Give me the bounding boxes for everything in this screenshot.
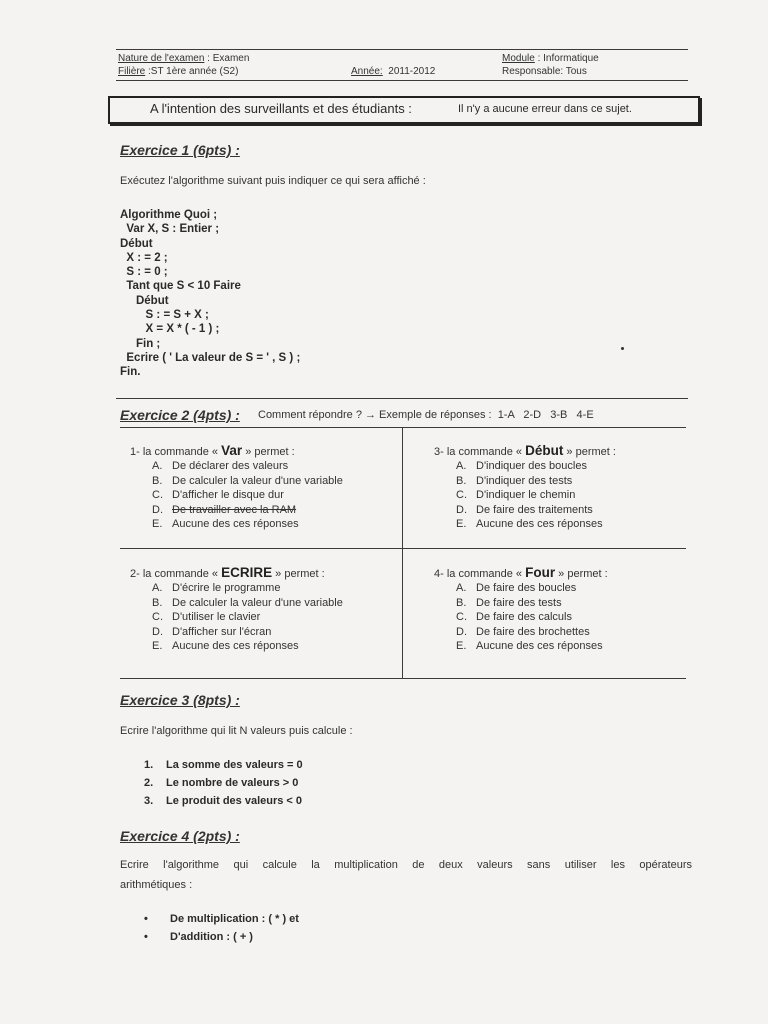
grid-bottom-rule	[120, 678, 686, 679]
header-bottom-rule	[116, 80, 688, 81]
module-value: : Informatique	[534, 53, 599, 64]
ex3-list	[144, 756, 303, 810]
option-text: De faire des calculs	[476, 611, 572, 624]
option	[152, 581, 343, 595]
code-line: Algorithme Quoi ;	[120, 209, 218, 221]
list-item	[144, 792, 303, 810]
list-text: De multiplication : ( * ) et	[170, 913, 299, 925]
code-line: Début	[120, 294, 169, 307]
option-letter: B.	[456, 596, 467, 609]
code-line: Ecrire ( ' La valeur de S = ' , S ) ;	[120, 351, 301, 364]
q4-command: Four	[525, 565, 556, 580]
option	[456, 488, 616, 502]
option	[456, 474, 616, 488]
code-line: Tant que S < 10 Faire	[120, 280, 241, 293]
option-text: D'indiquer des boucles	[476, 460, 587, 473]
list-item	[144, 774, 303, 792]
option-text: D'afficher sur l'écran	[172, 625, 272, 638]
option-letter: B.	[456, 474, 467, 487]
code-line: S : = 0 ;	[120, 266, 168, 279]
question-2	[130, 566, 343, 653]
option-text: De déclarer des valeurs	[172, 460, 289, 473]
option-letter: C.	[456, 611, 467, 624]
option-letter: D.	[152, 625, 163, 638]
option	[152, 639, 343, 653]
q2-post: » permet :	[272, 568, 325, 580]
q4-stem	[434, 566, 608, 581]
option-text: D'afficher le disque dur	[172, 489, 284, 502]
module-label: Module	[502, 53, 535, 64]
ex3-title: Exercice 3 (8pts) :	[120, 692, 240, 708]
option-letter: C.	[152, 611, 163, 624]
ex1-code-block	[120, 208, 300, 380]
option-letter: E.	[456, 518, 467, 531]
option	[456, 610, 608, 624]
q3-post: » permet :	[563, 446, 616, 458]
question-1	[130, 444, 343, 531]
q3-stem	[434, 444, 616, 459]
grid-top-rule	[120, 427, 686, 428]
list-item	[144, 756, 303, 774]
option	[456, 639, 608, 653]
option	[152, 488, 343, 502]
bullet-icon: •	[144, 913, 148, 925]
option-letter: E.	[456, 640, 467, 653]
option-text: D'écrire le programme	[172, 582, 281, 595]
annee-value: 2011-2012	[388, 66, 436, 77]
code-line: Fin ;	[120, 337, 161, 350]
list-text: Le produit des valeurs < 0	[166, 795, 303, 807]
q1-pre: 1- la commande «	[130, 446, 222, 458]
ex2-how-text: Comment répondre ? → Exemple de réponses :	[258, 409, 492, 421]
header-module	[502, 53, 599, 64]
option-letter: D.	[456, 503, 467, 516]
question-4	[434, 566, 608, 653]
code-line: S : = S + X ;	[120, 309, 209, 322]
option-text: Aucune des ces réponses	[172, 518, 299, 531]
option-letter: A.	[456, 460, 467, 473]
list-text: D'addition : ( + )	[170, 931, 253, 943]
nature-label: Nature de l'examen	[118, 53, 205, 64]
option-text: De faire des tests	[476, 596, 562, 609]
header-nature	[118, 53, 249, 64]
code-line: Fin.	[120, 366, 141, 379]
option-text: D'indiquer le chemin	[476, 489, 576, 502]
ex4-instruction-line1: Ecrire l'algorithme qui calcule la multiplication de deux valeurs sans utiliser les opérateurs	[120, 859, 692, 871]
code-line: X = X * ( - 1 ) ;	[120, 323, 220, 336]
notice-main-text: A l'intention des surveillants et des étudiants :	[150, 101, 412, 116]
ex3-instruction: Ecrire l'algorithme qui lit N valeurs puis calcule :	[120, 725, 353, 737]
ex4-list	[144, 910, 299, 946]
q1-stem	[130, 444, 343, 459]
q3-options	[456, 459, 616, 531]
option-letter: B.	[152, 474, 163, 487]
option-text: De faire des traitements	[476, 503, 593, 516]
option-text: D'indiquer des tests	[476, 474, 573, 487]
list-item	[144, 910, 299, 928]
q4-post: » permet :	[555, 568, 608, 580]
option	[152, 474, 343, 488]
option	[456, 625, 608, 639]
option-letter: E.	[152, 518, 163, 531]
option-text: Aucune des ces réponses	[476, 640, 603, 653]
code-line: Var X, S : Entier ;	[120, 223, 220, 236]
option-letter: A.	[152, 460, 163, 473]
option-text: Aucune des ces réponses	[476, 518, 603, 531]
option	[456, 517, 616, 531]
ex1-instruction: Exécutez l'algorithme suivant puis indiquer ce qui sera affiché :	[120, 175, 426, 187]
option	[152, 459, 343, 473]
filiere-value: :ST 1ère année (S2)	[145, 66, 239, 77]
list-item	[144, 928, 299, 946]
q1-post: » permet :	[242, 446, 295, 458]
option-letter: E.	[152, 640, 163, 653]
list-number: 2.	[144, 777, 154, 789]
option-text-struck: De travailler avec la RAM	[172, 503, 297, 516]
q4-options	[456, 581, 608, 653]
notice-box	[108, 96, 700, 124]
ex2-how	[258, 409, 594, 421]
option	[152, 503, 343, 517]
q1-options	[152, 459, 343, 531]
option-text: De faire des brochettes	[476, 625, 590, 638]
option-letter: B.	[152, 596, 163, 609]
q4-pre: 4- la commande «	[434, 568, 526, 580]
option	[152, 517, 343, 531]
option-letter: A.	[152, 582, 163, 595]
header-filiere	[118, 66, 238, 77]
option	[152, 596, 343, 610]
code-line: X : = 2 ;	[120, 251, 168, 264]
q2-stem	[130, 566, 343, 581]
ex4-instruction-line2: arithmétiques :	[120, 879, 193, 891]
option-letter: A.	[456, 582, 467, 595]
header-responsable: Responsable: Tous	[502, 66, 587, 77]
q3-pre: 3- la commande «	[434, 446, 526, 458]
ex2-top-rule	[116, 398, 688, 399]
option	[456, 581, 608, 595]
option	[456, 459, 616, 473]
option-text: De faire des boucles	[476, 582, 577, 595]
ex2-example: 1-A 2-D 3-B 4-E	[497, 409, 594, 421]
option-text: D'utiliser le clavier	[172, 611, 261, 624]
nature-value: : Examen	[204, 53, 250, 64]
option-letter: D.	[152, 503, 163, 516]
option-letter: C.	[456, 489, 467, 502]
ex1-title: Exercice 1 (6pts) :	[120, 142, 240, 158]
option	[152, 610, 343, 624]
list-text: La somme des valeurs = 0	[166, 759, 303, 771]
code-line: Début	[120, 237, 153, 250]
header-top-rule	[116, 49, 688, 50]
bullet-icon: •	[144, 931, 148, 943]
list-number: 1.	[144, 759, 154, 771]
filiere-label: Filière	[118, 66, 146, 77]
notice-sub-text: Il n'y a aucune erreur dans ce sujet.	[458, 103, 632, 115]
q3-command: Début	[525, 443, 564, 458]
option-text: De calculer la valeur d'une variable	[172, 596, 343, 609]
question-3	[434, 444, 616, 531]
q2-pre: 2- la commande «	[130, 568, 222, 580]
ex4-title: Exercice 4 (2pts) :	[120, 828, 240, 844]
option	[152, 625, 343, 639]
list-number: 3.	[144, 795, 154, 807]
ex2-title: Exercice 2 (4pts) :	[120, 407, 240, 423]
option-text: De calculer la valeur d'une variable	[172, 474, 343, 487]
annee-label: Année:	[351, 66, 383, 77]
grid-vertical-rule	[402, 427, 403, 678]
option	[456, 596, 608, 610]
stray-dot	[621, 347, 624, 350]
header-annee	[351, 66, 435, 77]
option-letter: C.	[152, 489, 163, 502]
option-letter: D.	[456, 625, 467, 638]
option-text: Aucune des ces réponses	[172, 640, 299, 653]
list-text: Le nombre de valeurs > 0	[166, 777, 299, 789]
q2-command: ECRIRE	[221, 565, 273, 580]
q2-options	[152, 581, 343, 653]
option	[456, 503, 616, 517]
grid-middle-rule	[120, 548, 686, 549]
q1-command: Var	[221, 443, 243, 458]
